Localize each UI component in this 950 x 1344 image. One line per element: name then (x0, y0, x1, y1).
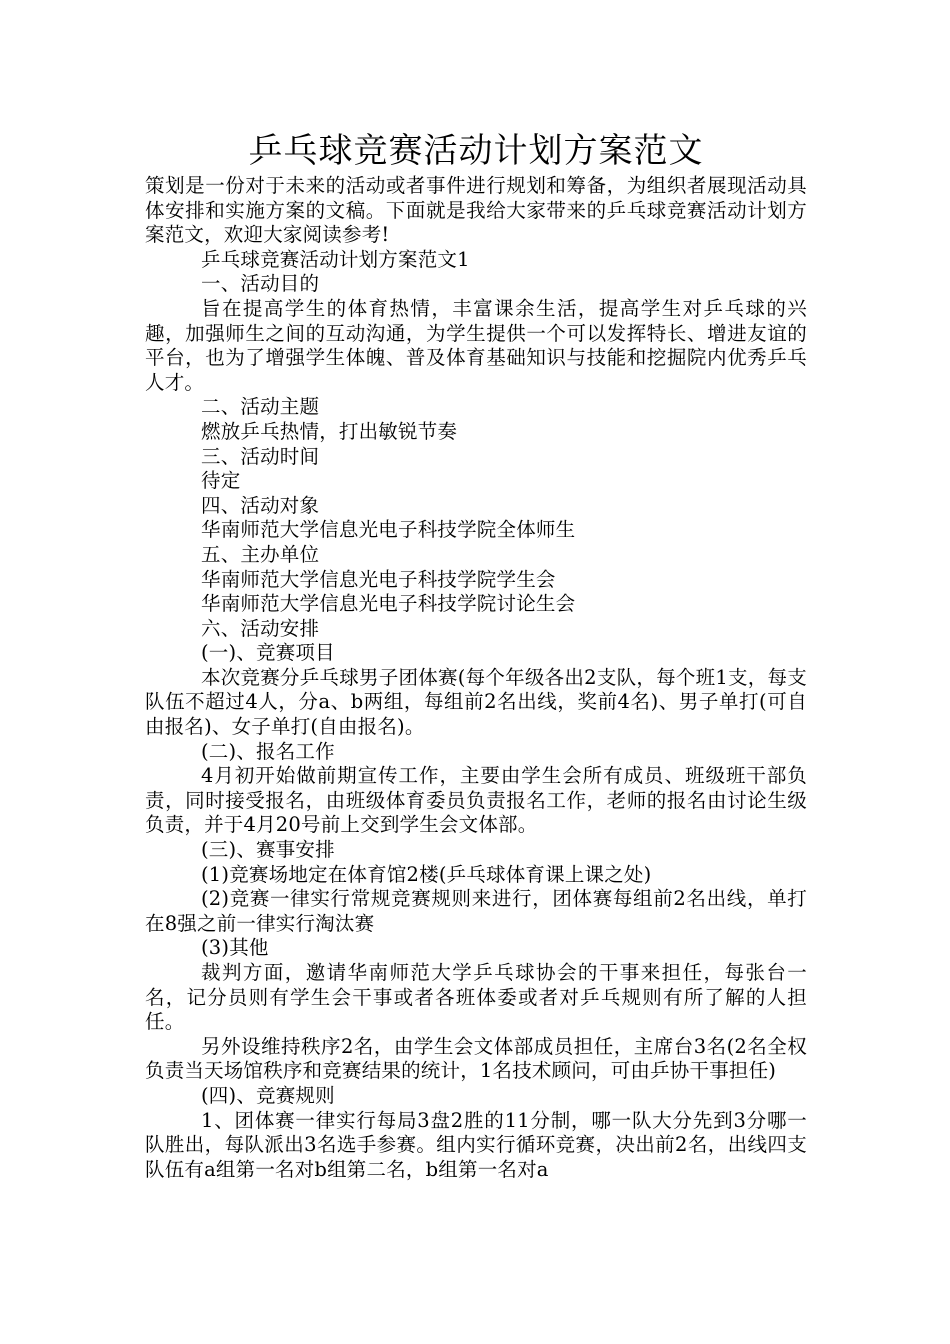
paragraph: (1)竞赛场地定在体育馆2楼(乒乓球体育课上课之处) (201, 862, 652, 886)
paragraph: 4月初开始做前期宣传工作，主要由学生会所有成员、班级班干部负责，同时接受报名，由班级体育委员负责报名工作，老师的报名由讨论生级负责，并于4月20号前上交到学生会文体部。 (145, 764, 807, 837)
paragraph: 本次竞赛分乒乓球男子团体赛(每个年级各出2支队，每个班1支，每支队伍不超过4人，分a、b两组，每组前2名出线，奖前4名)、男子单打(可自由报名)、女子单打(自由报名)。 (145, 665, 807, 739)
paragraph: 待定 (201, 469, 241, 493)
paragraph: 1、团体赛一律实行每局3盘2胜的11分制，哪一队大分先到3分哪一队胜出，每队派出3名选手参赛。组内实行循环竞赛，决出前2名，出线四支队伍有a组第一名对b组第二名，b组第一名对a (145, 1108, 807, 1181)
paragraph: 裁判方面，邀请华南师范大学乒乓球协会的干事来担任，每张台一名，记分员则有学生会干事或者各班体委或者对乒乓规则有所了解的人担任。 (145, 961, 807, 1034)
paragraph: 二、活动主题 (201, 395, 320, 419)
paragraph: 六、活动安排 (201, 616, 320, 640)
paragraph: (三)、赛事安排 (201, 838, 335, 862)
paragraph: 华南师范大学信息光电子科技学院讨论生会 (201, 592, 576, 616)
document-title: 乒乓球竞赛活动计划方案范文 (248, 131, 704, 171)
document-page (145, 128, 807, 1182)
paragraph: 旨在提高学生的体育热情，丰富课余生活，提高学生对乒乓球的兴趣，加强师生之间的互动沟通，为学生提供一个可以发挥特长、增进友谊的平台，也为了增强学生体魄、普及体育基础知识与技能和挖掘院内优秀乒乓人才。 (145, 296, 807, 394)
paragraph: 华南师范大学信息光电子科技学院全体师生 (201, 518, 576, 542)
paragraph: 另外设维持秩序2名，由学生会文体部成员担任，主席台3名(2名全权负责当天场馆秩序和竞赛结果的统计，1名技术顾问，可由乒协干事担任) (145, 1034, 807, 1083)
paragraph: 燃放乒乓热情，打出敏锐节奏 (201, 419, 458, 443)
paragraph: 华南师范大学信息光电子科技学院学生会 (201, 567, 556, 591)
paragraph: 乒乓球竞赛活动计划方案范文1 (201, 247, 470, 271)
paragraph: (3)其他 (201, 936, 269, 960)
paragraph: 三、活动时间 (201, 444, 320, 468)
paragraph: 一、活动目的 (201, 272, 320, 296)
paragraph: (2)竞赛一律实行常规竞赛规则来进行，团体赛每组前2名出线，单打在8强之前一律实行淘汰赛 (145, 887, 807, 935)
paragraph: (四)、竞赛规则 (201, 1083, 335, 1107)
paragraph: (一)、竞赛项目 (201, 641, 335, 665)
paragraph: 五、主办单位 (201, 542, 320, 566)
paragraph: (二)、报名工作 (201, 739, 335, 763)
document-body (145, 174, 807, 1182)
paragraph: 四、活动对象 (201, 493, 320, 517)
paragraph: 策划是一份对于未来的活动或者事件进行规划和筹备，为组织者展现活动具体安排和实施方案的文稿。下面就是我给大家带来的乒乓球竞赛活动计划方案范文，欢迎大家阅读参考! (145, 174, 807, 247)
